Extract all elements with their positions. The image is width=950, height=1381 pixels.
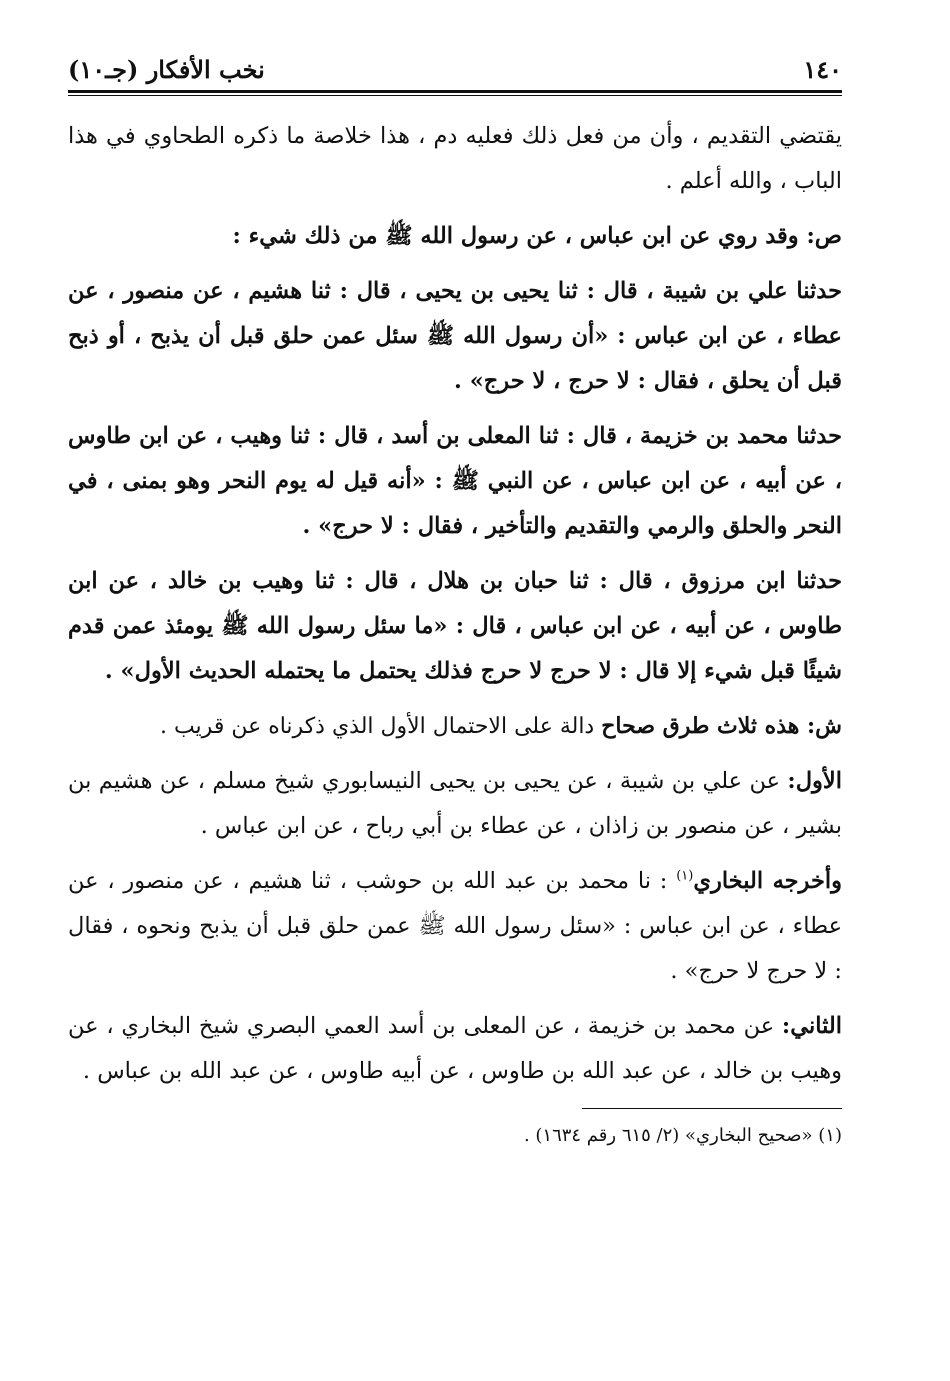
- page-header: [68, 40, 842, 84]
- footnote-rule: [582, 1108, 842, 1109]
- book-title: نخب الأفكار (جـ١٠): [68, 55, 265, 84]
- bukhari-lead: وأخرجه البخاري: [693, 868, 842, 894]
- paragraph-4-hadith: حدثنا محمد بن خزيمة ، قال : ثنا المعلى بن أسد ، قال : ثنا وهيب ، عن ابن طاوس ، عن أبيه ، عن ابن عباس ، عن النبي ﷺ : «أنه قيل له يوم النحر وهو بمنى ، في النحر والحلق والرمي والتقديم والتأخير ، فقال : لا حرج» .: [68, 423, 842, 539]
- paragraph-5-hadith: حدثنا ابن مرزوق ، قال : ثنا حبان بن هلال ، قال : ثنا وهيب بن خالد ، عن ابن طاوس ، عن أبيه ، عن ابن عباس ، قال : «ما سئل رسول الله ﷺ يومئذ عمن قدم شيئًا قبل شيء إلا قال : لا حرج لا حرج فذلك يحتمل ما يحتمله الحديث الأول» .: [68, 568, 842, 684]
- page-body: [68, 114, 842, 1153]
- paragraph-8-bukhari: [68, 859, 842, 994]
- paragraph-2-text-heading: ص: وقد روي عن ابن عباس ، عن رسول الله ﷺ من ذلك شيء :: [232, 223, 842, 249]
- paragraph-7-first-chain: [68, 759, 842, 849]
- footnote-ref: (١): [676, 868, 694, 884]
- header-rule-thin: [68, 95, 842, 96]
- book-page: [68, 40, 842, 1341]
- paragraph-9-second-chain: [68, 1004, 842, 1094]
- second-chain-lead: الثاني:: [781, 1013, 842, 1039]
- bukhari-text: : نا محمد بن عبد الله بن حوشب ، ثنا هشيم ، عن منصور ، عن عطاء ، عن ابن عباس : «سئل رسول الله ﷺ عمن حلق قبل أن يذبح ونحوه ، فقال : لا حرج لا حرج» .: [68, 868, 842, 984]
- first-chain-lead: الأول:: [787, 768, 842, 794]
- second-chain-text: عن محمد بن خزيمة ، عن المعلى بن أسد العمي البصري شيخ البخاري ، عن وهيب بن خالد ، عن عبد الله بن طاوس ، عن أبيه طاوس ، عن عبد الله بن عباس .: [68, 1013, 842, 1084]
- commentary-text: دالة على الاحتمال الأول الذي ذكرناه عن قريب .: [159, 714, 602, 739]
- page-number: ١٤٠: [803, 55, 842, 84]
- paragraph-1: يقتضي التقديم ، وأن من فعل ذلك فعليه دم ، هذا خلاصة ما ذكره الطحاوي في هذا الباب ، والله أعلم .: [68, 123, 842, 194]
- paragraph-6-commentary: [68, 704, 842, 749]
- paragraph-3-hadith: حدثنا علي بن شيبة ، قال : ثنا يحيى بن يحيى ، قال : ثنا هشيم ، عن منصور ، عن عطاء ، عن ابن عباس : «أن رسول الله ﷺ سئل عمن حلق قبل أن يذبح ، أو ذبح قبل أن يحلق ، فقال : لا حرج ، لا حرج» .: [68, 278, 842, 394]
- header-rule-thick: [68, 90, 842, 93]
- commentary-lead: ش: هذه ثلاث طرق صحاح: [601, 713, 842, 739]
- first-chain-text: عن علي بن شيبة ، عن يحيى بن يحيى النيسابوري شيخ مسلم ، عن هشيم بن بشير ، عن منصور بن زاذان ، عن عطاء بن أبي رباح ، عن ابن عباس .: [68, 768, 842, 839]
- footnote: (١) «صحيح البخاري» (٢/ ٦١٥ رقم ١٦٣٤) .: [523, 1125, 842, 1146]
